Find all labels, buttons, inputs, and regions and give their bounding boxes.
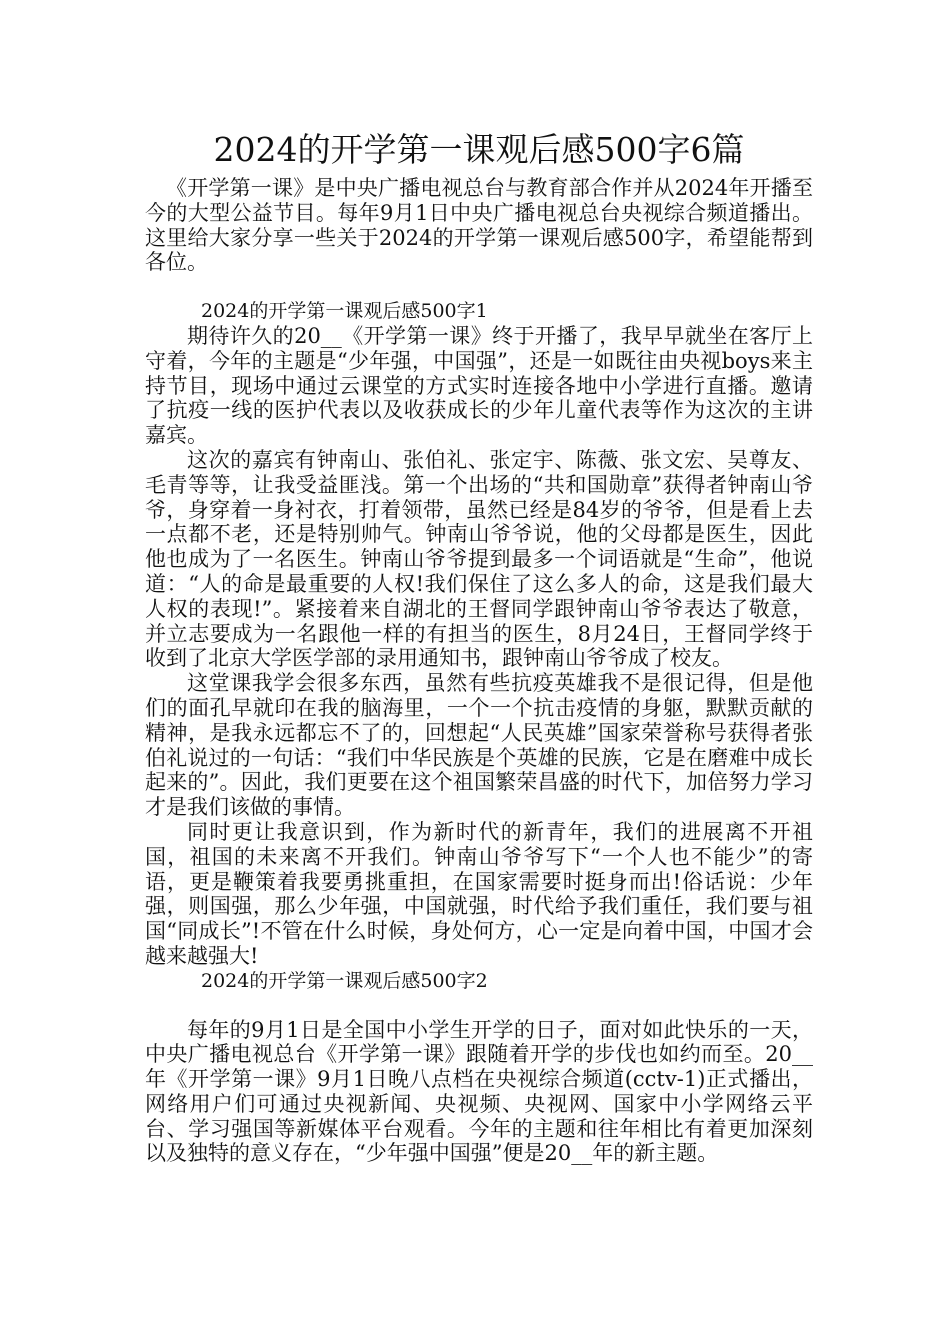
document-page: [145, 128, 813, 1166]
section-1-paragraph-3: 这堂课我学会很多东西，虽然有些抗疫英雄我不是很记得，但是他们的面孔早就印在我的脑海里，一个一个抗击疫情的身躯，默默贡献的精神，是我永远都忘不了的，回想起“人民英雄”国家荣誉称号获得者张伯礼说过的一句话：“我们中华民族是个英雄的民族，它是在磨难中成长起来的”。因此，我们更要在这个祖国繁荣昌盛的时代下，加倍努力学习才是我们该做的事情。: [145, 671, 813, 820]
section-1-paragraph-4: 同时更让我意识到，作为新时代的新青年，我们的进展离不开祖国，祖国的未来离不开我们。钟南山爷爷写下“一个人也不能少”的寄语，更是鞭策着我要勇挑重担，在国家需要时挺身而出!俗话说：少年强，则国强，那么少年强，中国就强，时代给予我们重任，我们要与祖国“同成长”!不管在什么时候，身处何方，心一定是向着中国，中国才会越来越强大!: [145, 819, 813, 968]
section-2-paragraph-1: 每年的9月1日是全国中小学生开学的日子，面对如此快乐的一天，中央广播电视总台《开学第一课》跟随着开学的步伐也如约而至。20__年《开学第一课》9月1日晚八点档在央视综合频道(cctv-1)正式播出，网络用户们可通过央视新闻、央视频、央视网、国家中小学网络云平台、学习强国等新媒体平台观看。今年的主题和往年相比有着更加深刻以及独特的意义存在，“少年强中国强”便是20__年的新主题。: [145, 1017, 813, 1166]
section-2-heading: 2024的开学第一课观后感500字2: [201, 969, 488, 992]
intro-paragraph: 《开学第一课》是中央广播电视总台与教育部合作并从2024年开播至今的大型公益节目。每年9月1日中央广播电视总台央视综合频道播出。这里给大家分享一些关于2024的开学第一课观后感500字，希望能帮到各位。: [145, 176, 813, 275]
blank-line: [145, 275, 813, 299]
section-1-paragraph-1: 期待许久的20__《开学第一课》终于开播了，我早早就坐在客厅上守着，今年的主题是“少年强，中国强”，还是一如既往由央视boys来主持节目，现场中通过云课堂的方式实时连接各地中小学进行直播。邀请了抗疫一线的医护代表以及收获成长的少年儿童代表等作为这次的主讲嘉宾。: [145, 323, 813, 448]
section-1-paragraph-2: 这次的嘉宾有钟南山、张伯礼、张定宇、陈薇、张文宏、吴尊友、毛青等等，让我受益匪浅。第一个出场的“共和国勋章”获得者钟南山爷爷，身穿着一身衬衣，打着领带，虽然已经是84岁的爷爷，但是看上去一点都不老，还是特别帅气。钟南山爷爷说，他的父母都是医生，因此他也成为了一名医生。钟南山爷爷提到最多一个词语就是“生命”，他说道：“人的命是最重要的人权!我们保住了这么多人的命，这是我们最大人权的表现!”。紧接着来自湖北的王督同学跟钟南山爷爷表达了敬意，并立志要成为一名跟他一样的有担当的医生，8月24日，王督同学终于收到了北京大学医学部的录用通知书，跟钟南山爷爷成了校友。: [145, 447, 813, 671]
document-title: 2024的开学第一课观后感500字6篇: [213, 130, 745, 169]
section-1-heading: 2024的开学第一课观后感500字1: [201, 300, 488, 323]
blank-line: [145, 994, 813, 1018]
